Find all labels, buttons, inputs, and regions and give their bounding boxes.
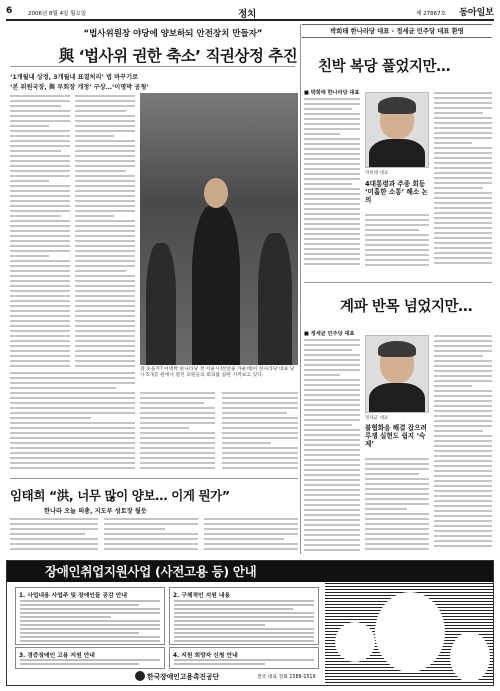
ad-box-text: [174, 659, 314, 669]
portrait-caption: 정세균 대표: [365, 416, 389, 421]
pull-quote: 불협화음 해결 잡으려 루쟁 실현도 쉽지 ‘숙제’: [365, 424, 427, 448]
article-column: [10, 518, 98, 554]
ad-box: [15, 587, 165, 645]
portrait-hair: [378, 97, 415, 113]
article-column: [434, 92, 492, 270]
photo-caption: 잘 웃을까? 이명박 한나라당 전 서울시장(앞줄 가운데)이 한나라당 대표 당사 5개층 원에서 열린 의원들의 회의를 참관 지켜보고 있다.: [140, 367, 295, 378]
right-headline-2: 계파 반목 넘었지만…: [340, 299, 473, 315]
article-column: [304, 98, 360, 268]
ad-box-text: [20, 659, 160, 669]
article-column: [222, 392, 298, 472]
ad-box: [169, 647, 319, 669]
portrait-park: [365, 92, 429, 168]
main-photo: [140, 93, 298, 365]
article-column: [75, 95, 135, 370]
main-subheadline-1: ‘1개월내 상정, 3개월내 표결처리’ 법 바꾸기로: [10, 74, 139, 81]
person-head: [204, 178, 228, 208]
ad-box: [169, 587, 319, 645]
portrait-caption: 박희태 대표: [365, 171, 389, 176]
byline: ■ 박희태 한나라당 대표: [304, 90, 360, 96]
divider: [10, 478, 298, 479]
ad-image-highlight: [450, 632, 490, 682]
article-column: [434, 335, 492, 554]
main-kicker: “법사위원장 야당에 양보하되 안전장치 만들자”: [83, 29, 263, 39]
main-headline: 與 ‘법사위 권한 축소’ 직권상정 추진: [58, 47, 298, 65]
masthead: [6, 5, 494, 21]
ad-box-text: [174, 600, 314, 644]
article-column: [10, 372, 135, 472]
ad-title: 장애인취업지원사업 (사전고용 등) 안내: [7, 561, 493, 582]
ad-sponsor: 한국장애인고용촉진공단: [147, 673, 220, 681]
portrait-suit: [369, 383, 425, 413]
advertisement: [6, 560, 494, 686]
pull-quote: 4대통령과 주종 회동 ‘미흡한 소통’ 해소 논의: [365, 180, 428, 204]
person-silhouette: [258, 233, 292, 365]
article-column: [104, 518, 198, 554]
article-column: [10, 95, 70, 370]
ad-image-highlight: [375, 592, 445, 672]
section-title: 정치: [238, 9, 257, 20]
issue-date: 2006년 8월 4일 월요일: [28, 11, 87, 17]
portrait-chung: [365, 335, 429, 413]
article-column: [365, 458, 429, 554]
divider: [10, 66, 295, 67]
person-silhouette: [192, 205, 240, 365]
ad-halftone-image: [325, 582, 493, 685]
article-column: [204, 518, 298, 554]
page-number: 6: [6, 6, 13, 16]
ad-box-title: 1. 사업내용 사업주 및 장애인들 공감 안내: [19, 593, 127, 599]
column-divider: [300, 24, 301, 554]
article-column: [365, 214, 429, 270]
newspaper-logo: 동아일보: [459, 8, 494, 18]
right-headline-1: 친박 복당 풀었지만…: [318, 59, 451, 75]
portrait-hair: [378, 341, 415, 358]
issue-number: 제 27867호: [416, 11, 446, 17]
ad-box-title: 3. 경증장애인 고용 지원 안내: [19, 653, 95, 659]
ad-box-title: 2. 구체적인 지원 내용: [173, 593, 231, 599]
ad-box-text: [20, 600, 160, 644]
second-headline: 임태희 “洪, 너무 많이 양보… 이게 뭔가”: [10, 488, 230, 503]
byline: ■ 정세균 민주당 대표: [304, 331, 355, 337]
portrait-suit: [369, 139, 425, 168]
second-subheadline: 한나라 오늘 의총, 지도부 성토장 될듯: [44, 508, 147, 515]
person-silhouette: [146, 243, 176, 365]
ad-contact: 전국 대표 전화 1588-1519: [257, 675, 316, 680]
sponsor-emblem-icon: [135, 671, 145, 681]
article-column: [304, 339, 360, 554]
article-column: [140, 392, 215, 472]
ad-box: [15, 647, 165, 669]
right-banner: 박희태 한나라당 대표 - 정세균 민주당 대표 환영: [302, 24, 492, 38]
ad-image-highlight: [335, 622, 375, 662]
main-subheadline-2: ‘본 위원국장, 與 부회장 개정’ 구상…‘이명박 공청’: [10, 84, 149, 91]
divider: [304, 282, 492, 283]
ad-box-title: 4. 지원 희망자 신청 안내: [173, 653, 238, 659]
